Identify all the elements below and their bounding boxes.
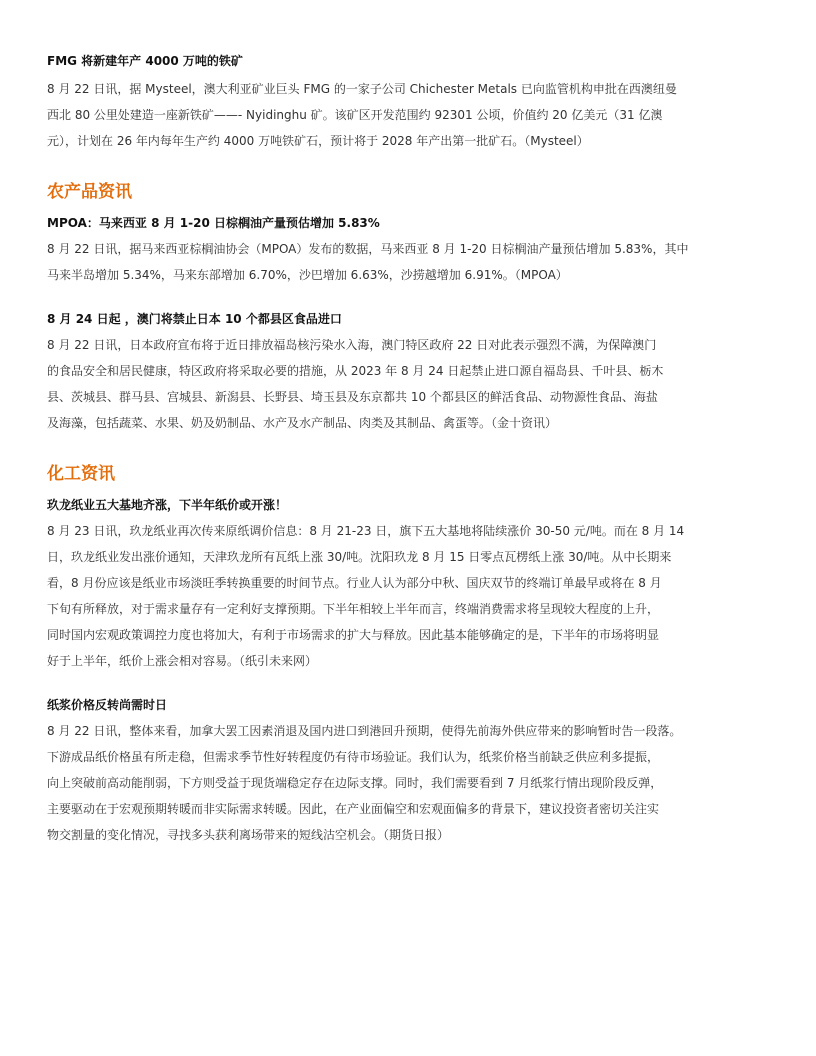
section-heading-chemicals: 化工资讯 — [47, 464, 115, 484]
article-macau — [47, 310, 777, 436]
document-page — [47, 52, 777, 848]
body-line: 及海藻，包括蔬菜、水果、奶及奶制品、水产及水产制品、肉类及其制品、禽蛋等。（金十资讯） — [47, 416, 558, 430]
body-line: 元），计划在 26 年内每年生产约 4000 万吨铁矿石，预计将于 2028 年产出第一批矿石。（Mysteel） — [47, 134, 589, 148]
article-title: 8 月 24 日起 ，澳门将禁止日本 10 个都县区食品进口 — [47, 312, 342, 326]
article-title: MPOA：马来西亚 8 月 1-20 日棕榈油产量预估增加 5.83% — [47, 216, 380, 230]
body-line: 西北 80 公里处建造一座新铁矿——- Nyidinghu 矿。该矿区开发范围约 92301 公顷，价值约 20 亿美元（31 亿澳 — [47, 108, 663, 122]
article-pulp — [47, 696, 777, 848]
body-line: 好于上半年，纸价上涨会相对容易。（纸引未来网） — [47, 654, 318, 668]
body-line: 向上突破前高动能削弱，下方则受益于现货端稳定存在边际支撑。同时，我们需要看到 7 月纸浆行情出现阶段反弹， — [47, 776, 663, 790]
body-line: 8 月 22 日讯，据马来西亚棕榈油协会（MPOA）发布的数据，马来西亚 8 月 1-20 日棕榈油产量预估增加 5.83%，其中 — [47, 242, 689, 256]
article-body — [47, 332, 777, 436]
body-line: 同时国内宏观政策调控力度也将加大，有利于市场需求的扩大与释放。因此基本能够确定的是，下半年的市场将明显 — [47, 628, 660, 642]
body-line: 日，玖龙纸业发出涨价通知，天津玖龙所有瓦纸上涨 30/吨。沈阳玖龙 8 月 15 日零点瓦楞纸上涨 30/吨。从中长期来 — [47, 550, 672, 564]
body-line: 8 月 22 日讯，据 Mysteel，澳大利亚矿业巨头 FMG 的一家子公司 Chichester Metals 已向监管机构申批在西澳纽曼 — [47, 82, 677, 96]
body-line: 下旬有所释放，对于需求量存有一定利好支撑预期。下半年相较上半年而言，终端消费需求将呈现较大程度的上升， — [47, 602, 660, 616]
body-line: 的食品安全和居民健康，特区政府将采取必要的措施，从 2023 年 8 月 24 日起禁止进口源自福岛县、千叶县、栃木 — [47, 364, 664, 378]
body-line: 看，8 月份应该是纸业市场淡旺季转换重要的时间节点。行业人认为部分中秋、国庆双节的终端订单最早或将在 8 月 — [47, 576, 662, 590]
body-line: 8 月 22 日讯，日本政府宣布将于近日排放福岛核污染水入海，澳门特区政府 22 日对此表示强烈不满，为保障澳门 — [47, 338, 657, 352]
article-title: 纸浆价格反转尚需时日 — [47, 698, 168, 712]
article-body — [47, 718, 777, 848]
body-line: 马来半岛增加 5.34%，马来东部增加 6.70%，沙巴增加 6.63%，沙捞越增加 6.91%。（MPOA） — [47, 268, 568, 282]
body-line: 物交割量的变化情况，寻找多头获利离场带来的短线沽空机会。（期货日报） — [47, 828, 450, 842]
article-fmg — [47, 52, 777, 154]
body-line: 8 月 22 日讯，整体来看，加拿大罢工因素消退及国内进口到港回升预期，使得先前海外供应带来的影响暂时告一段落。 — [47, 724, 682, 738]
article-title: FMG 将新建年产 4000 万吨的铁矿 — [47, 54, 243, 68]
section-heading-agriculture: 农产品资讯 — [47, 182, 132, 202]
body-line: 8 月 23 日讯，玖龙纸业再次传来原纸调价信息：8 月 21-23 日，旗下五大基地将陆续涨价 30-50 元/吨。而在 8 月 14 — [47, 524, 685, 538]
article-body — [47, 518, 777, 674]
body-line: 县、茨城县、群马县、宫城县、新潟县、长野县、埼玉县及东京都共 10 个都县区的鲜活食品、动物源性食品、海盐 — [47, 390, 658, 404]
article-title: 玖龙纸业五大基地齐涨，下半年纸价或开涨！ — [47, 498, 288, 512]
body-line: 主要驱动在于宏观预期转暖而非实际需求转暖。因此，在产业面偏空和宏观面偏多的背景下，建议投资者密切关注实 — [47, 802, 660, 816]
article-mpoa — [47, 214, 777, 288]
article-body — [47, 76, 777, 154]
article-body — [47, 236, 777, 288]
body-line: 下游成品纸价格虽有所走稳，但需求季节性好转程度仍有待市场验证。我们认为，纸浆价格当前缺乏供应利多提振， — [47, 750, 660, 764]
article-ninedragons — [47, 496, 777, 674]
